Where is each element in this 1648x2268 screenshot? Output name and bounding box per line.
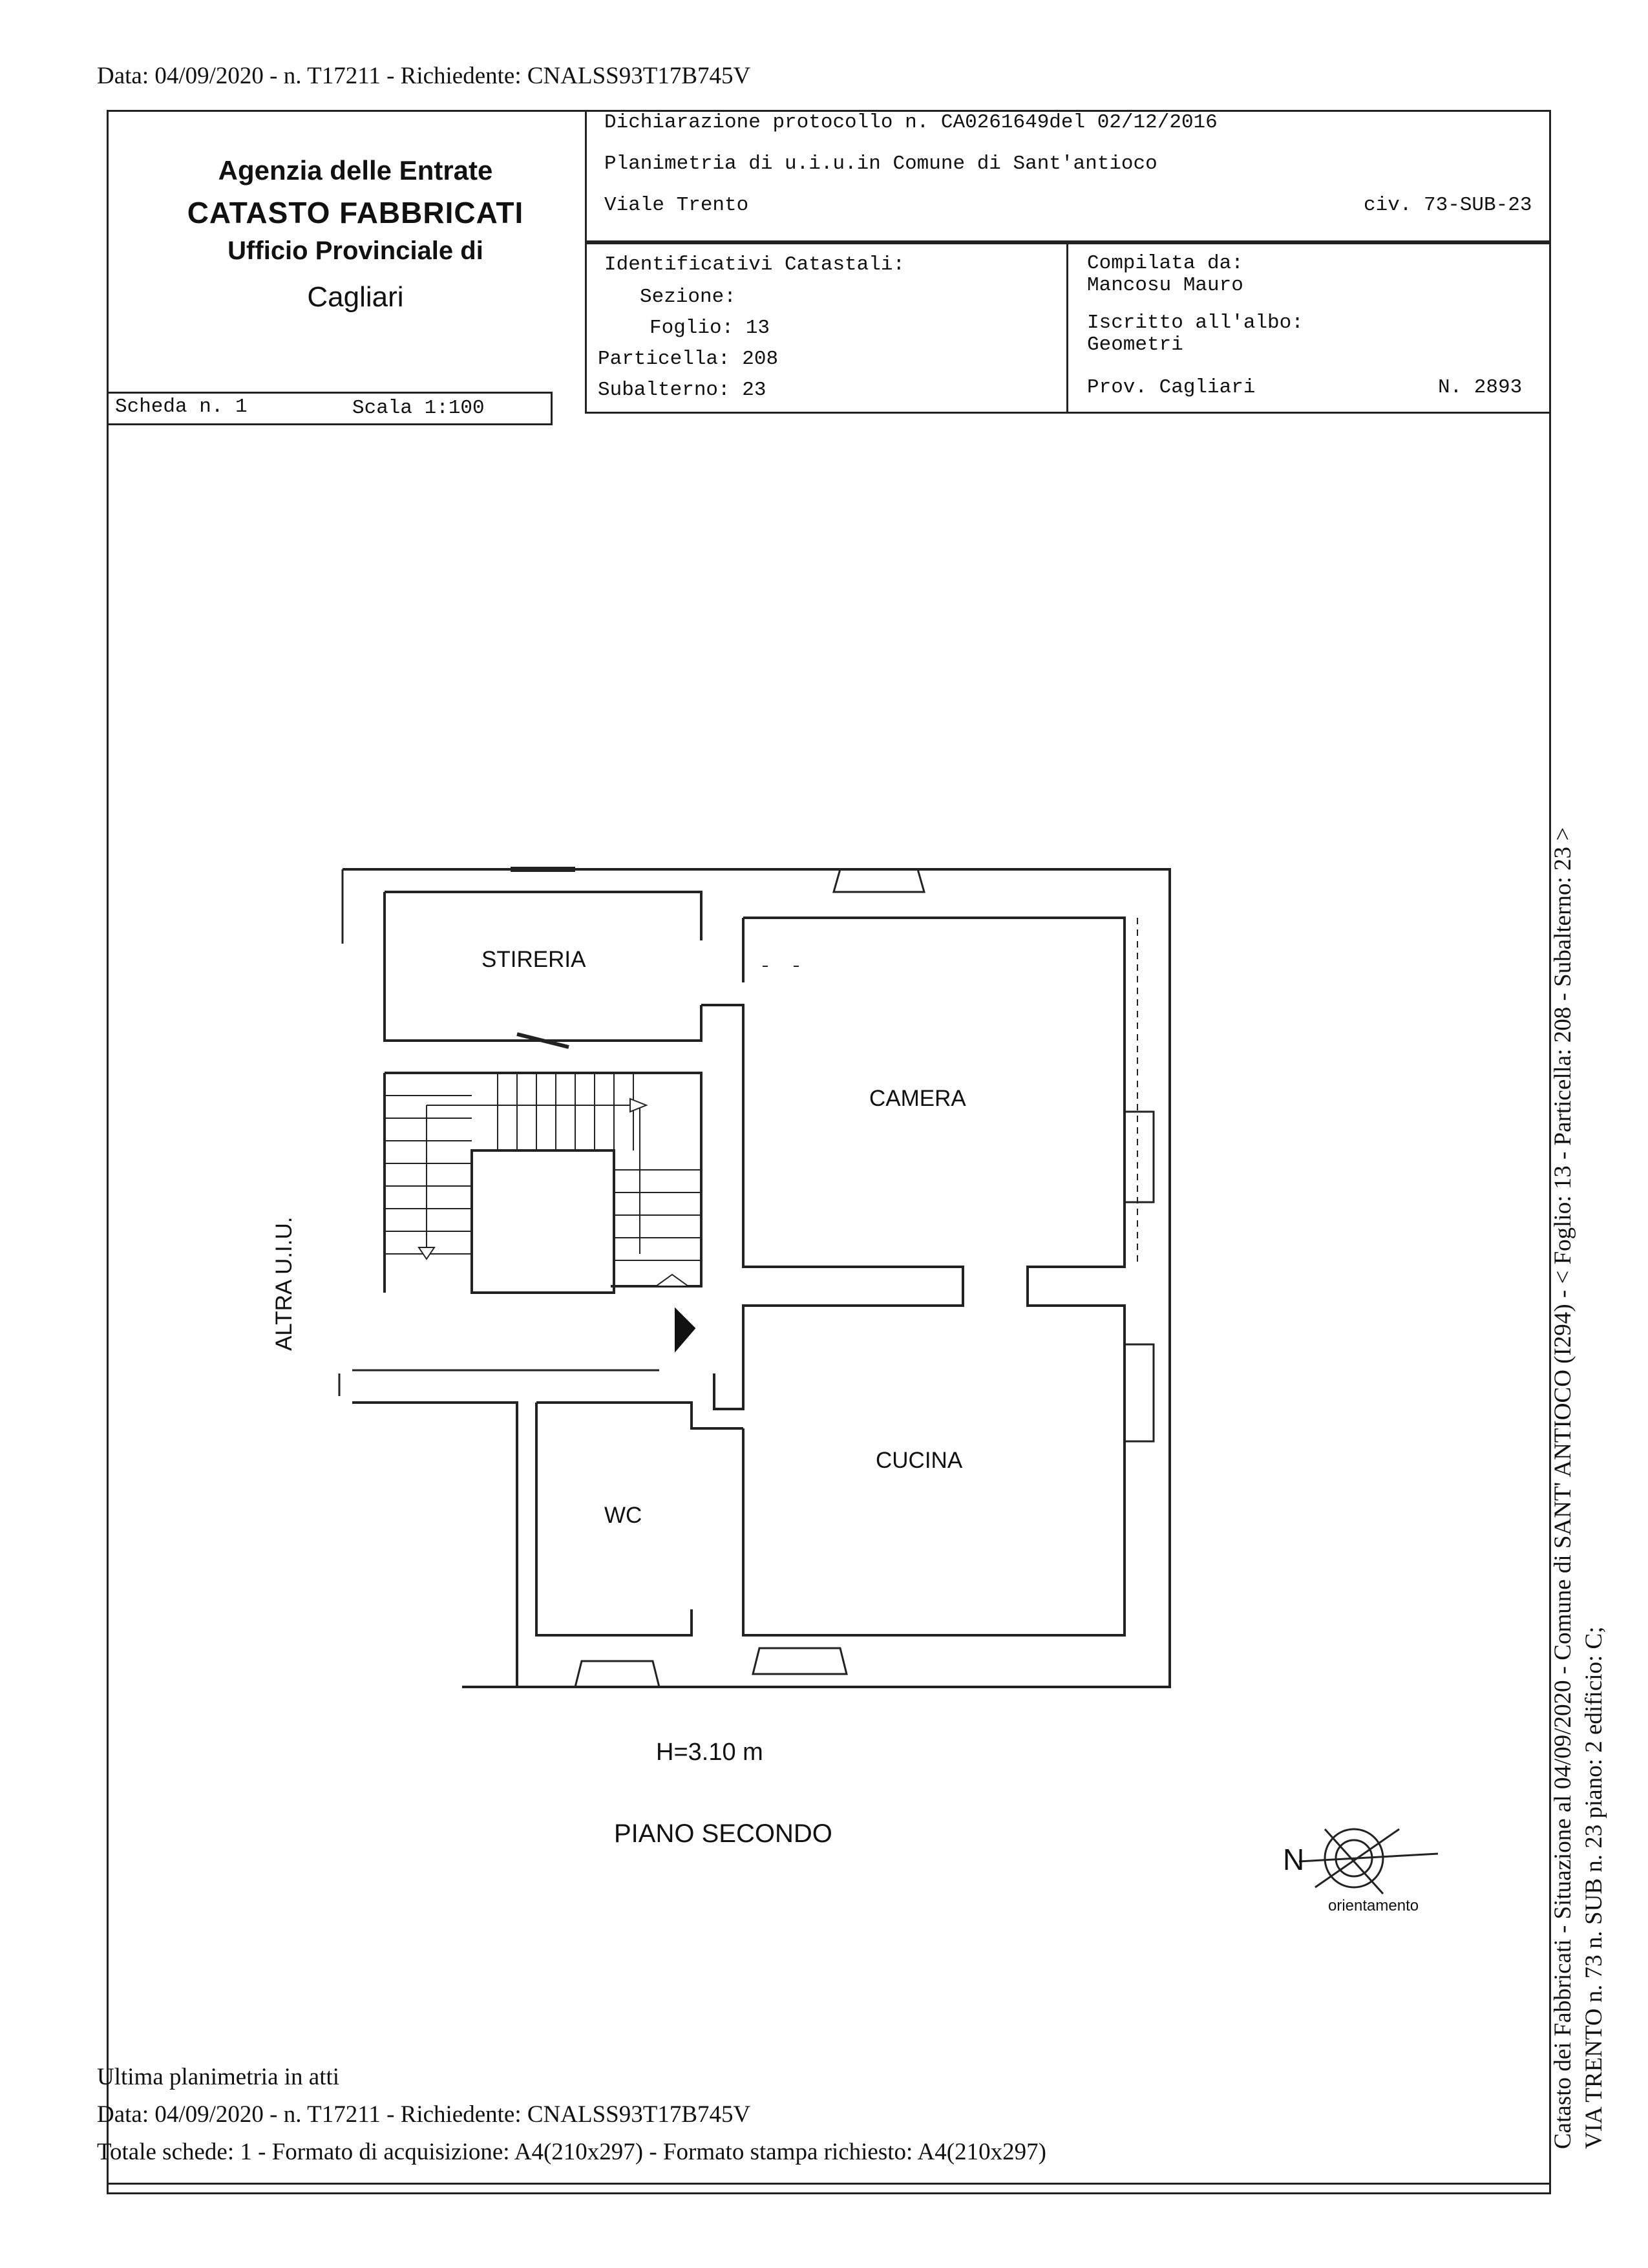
floor-name: PIANO SECONDO	[614, 1819, 832, 1848]
protocol-line: Dichiarazione protocollo n. CA0261649del 02/12/2016	[604, 111, 1218, 134]
register-number: N. 2893	[1438, 376, 1523, 399]
side-cadastral-info	[1548, 827, 1610, 2149]
identificativi-heading: Identificativi Catastali:	[604, 253, 905, 276]
ufficio-label: Ufficio Provinciale di	[227, 237, 483, 265]
albo-value: Geometri	[1087, 334, 1183, 356]
compiler-name: Mancosu Mauro	[1087, 274, 1243, 297]
room-label-wc: WC	[604, 1503, 642, 1528]
footer-data: Data: 04/09/2020 - n. T17211 - Richiedente: CNALSS93T17B745V	[97, 2101, 751, 2128]
compilata-label: Compilata da:	[1087, 252, 1243, 275]
north-label: N	[1283, 1843, 1305, 1876]
side-line-2: VIA TRENTO n. 73 n. SUB n. 23 piano: 2 edificio: C;	[1581, 1626, 1607, 2149]
request-line: Data: 04/09/2020 - n. T17211 - Richiedente: CNALSS93T17B745V	[97, 63, 751, 89]
footer-totale: Totale schede: 1 - Formato di acquisizione: A4(210x297) - Formato stampa richiesto: A4(210x297)	[97, 2139, 1046, 2165]
side-line-1: Catasto dei Fabbricati - Situazione al 04/09/2020 - Comune di SANT' ANTIOCO (I294) - < Foglio: 13 - Particella: 208 - Subalterno: 23 >	[1550, 827, 1576, 2149]
footer-ultima: Ultima planimetria in atti	[97, 2064, 340, 2090]
room-label-cucina: CUCINA	[876, 1448, 963, 1473]
scale-label: Scala 1:100	[352, 397, 485, 419]
room-label-stireria: STIRERIA	[481, 947, 586, 972]
ceiling-height: H=3.10 m	[656, 1739, 763, 1766]
room-label-camera: CAMERA	[869, 1086, 966, 1111]
altra-uiu-label: ALTRA U.I.U.	[271, 1216, 297, 1351]
civic-number: civ. 73-SUB-23	[1364, 194, 1532, 217]
agency-name: Agenzia delle Entrate	[218, 155, 493, 185]
planimetria-line: Planimetria di u.i.u.in Comune di Sant'antioco	[604, 153, 1157, 175]
scheda-number: Scheda n. 1	[115, 396, 248, 418]
iscritto-label: Iscritto all'albo:	[1087, 312, 1304, 334]
sezione-field: Sezione:	[640, 286, 736, 308]
footer	[97, 2059, 1046, 2171]
particella-field: Particella: 208	[598, 348, 779, 370]
entrance-arrow-icon	[675, 1309, 695, 1351]
catasto-title: CATASTO FABBRICATI	[187, 196, 524, 229]
foglio-field: Foglio: 13	[650, 317, 770, 339]
subalterno-field: Subalterno: 23	[598, 379, 766, 401]
north-arrow-icon	[1299, 1829, 1438, 1894]
orientamento-label: orientamento	[1328, 1897, 1419, 1914]
province-value: Prov. Cagliari	[1087, 376, 1256, 399]
office-city: Cagliari	[307, 281, 404, 313]
address-line: Viale Trento	[604, 194, 749, 217]
